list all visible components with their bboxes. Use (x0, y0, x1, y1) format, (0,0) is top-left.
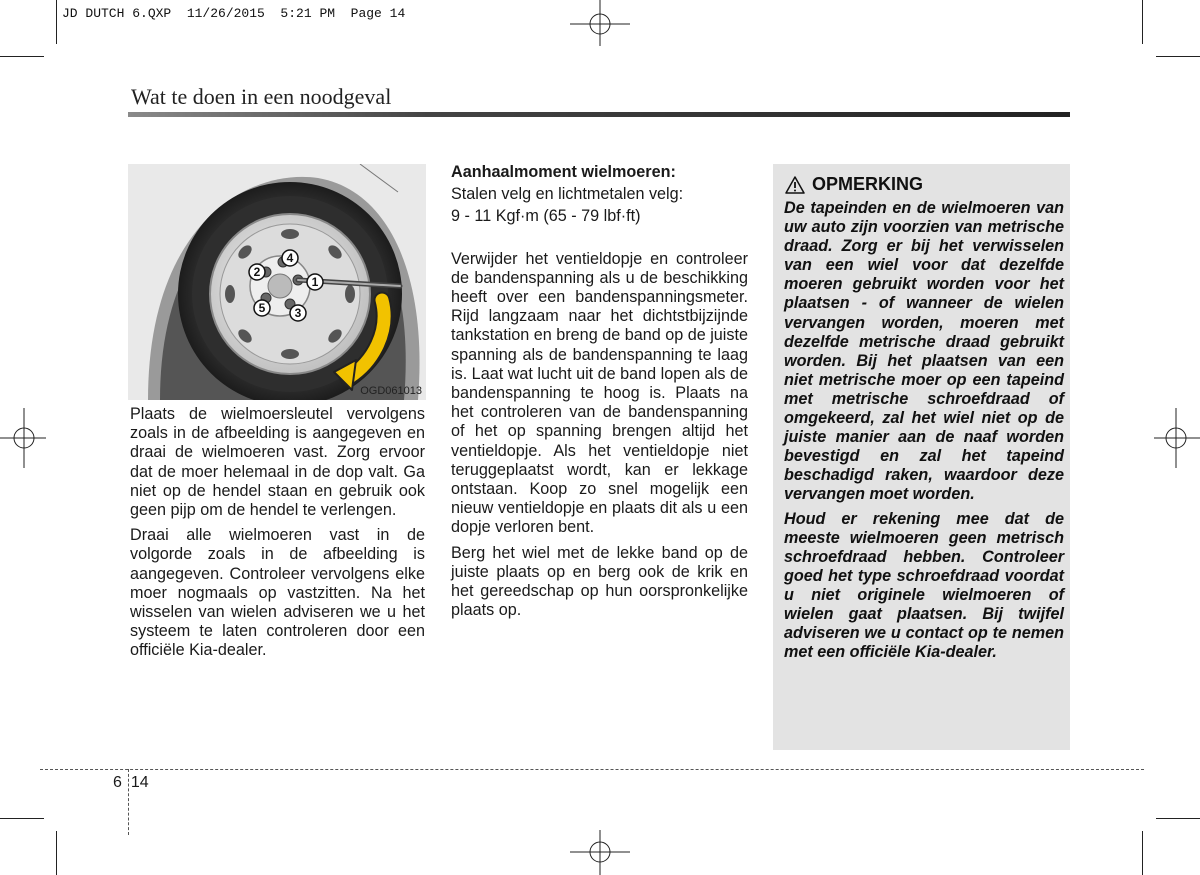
registration-mark-icon (570, 0, 630, 46)
wheel-illustration (128, 164, 426, 400)
chapter-number: 6 (113, 774, 122, 791)
note-body (784, 199, 1064, 667)
crop-mark (0, 56, 44, 57)
torque-spec-value: 9 - 11 Kgf·m (65 - 79 lbf·ft) (451, 207, 641, 226)
paragraph: Draai alle wielmoeren vast in de volgorde zoals in de afbeelding is aangegeven. Controleer vervolgens elke moer nogmaals op vastzitten. Na het wisselen van wielen adviseren we u het systeem te laten controleren door een officiële Kia-dealer. (130, 526, 425, 660)
crop-mark (1142, 831, 1143, 875)
title-rule (128, 112, 1070, 117)
bolt-label-3: 3 (294, 306, 302, 320)
page-number-value: 14 (130, 774, 149, 791)
paragraph: Verwijder het ventieldopje en controleer de bandenspanning als u de beschikking heeft over een bandenspanningsmeter. Rijd langzaam naar het dichtstbijzijnde tankstation en breng de band op de juiste spanning als de bandenspanning te laag is. Laat wat lucht uit de band lopen als de bandenspanning te hoog is. Plaats na het controleren van de bandenspanning of het op spanning brengen altijd het ventieldopje. Als het ventieldopje niet teruggeplaatst wordt, kan er lekkage ontstaan. Koop zo snel mogelijk een nieuw ventieldopje en plaats dit als u een dopje verloren bent. (451, 249, 748, 537)
crop-mark (56, 831, 57, 875)
crop-mark (1142, 0, 1143, 44)
bolt-label-1: 1 (311, 275, 319, 289)
figure-code: OGD061013 (360, 385, 422, 397)
warning-triangle-icon (785, 176, 805, 194)
registration-mark-icon (0, 408, 46, 468)
column-2 (451, 163, 748, 626)
crop-mark (1156, 818, 1200, 819)
column-1 (130, 405, 425, 667)
torque-spec-label: Stalen velg en lichtmetalen velg: (451, 185, 684, 204)
crop-mark (1156, 56, 1200, 57)
footer-rule (40, 769, 1144, 770)
wheel-figure (128, 164, 426, 400)
crop-mark (0, 818, 44, 819)
crop-mark (56, 0, 57, 44)
bolt-label-5: 5 (258, 301, 266, 315)
registration-mark-icon (1154, 408, 1200, 468)
note-header (785, 174, 923, 195)
paragraph: Berg het wiel met de lekke band op de juiste plaats op en berg ook de krik en het gereedschap op hun oorspronkelijke plaats op. (451, 543, 748, 620)
note-paragraph: De tapeinden en de wielmoeren van uw auto zijn voorzien van metrische draad. Zorg er bij het verwisselen van een wiel voor dat dezelfde moeren gebruikt worden voor het plaatsen - of wanneer de wielen vervangen worden, moeren met dezelfde metrische draad gebruikt worden. Bij het plaatsen van een niet metrische moer op een tapeind met metrische schroefdraad of omgekeerd, zal het wiel niet op de juiste manier aan de naaf worden bevestigd en zal het tapeind beschadigd raken, waardoor deze vervangen moet worden. (784, 199, 1064, 504)
paragraph: Plaats de wielmoersleutel vervolgens zoals in de afbeelding is aangegeven en draai de wielmoeren vast. Zorg ervoor dat de moer helemaal in de dop valt. Ga niet op de hendel staan en gebruik ook geen pijp om de hendel te verlengen. (130, 405, 425, 520)
note-title: OPMERKING (812, 174, 924, 194)
page-number (113, 774, 149, 792)
torque-heading: Aanhaalmoment wielmoeren: (451, 163, 676, 181)
bolt-label-2: 2 (253, 265, 261, 279)
section-title: Wat te doen in een noodgeval (131, 84, 392, 109)
note-paragraph: Houd er rekening mee dat de meeste wielmoeren geen metrisch schroefdraad hebben. Controleer goed het type schroefdraad voordat u niet originele wielmoeren of wielen gaat plaatsen. Bij twijfel adviseren we u contact op te nemen met een officiële Kia-dealer. (784, 509, 1064, 662)
print-slug: JD DUTCH 6.QXP 11/26/2015 5:21 PM Page 14 (62, 6, 406, 21)
bolt-label-4: 4 (286, 251, 294, 265)
note-box (773, 164, 1070, 750)
registration-mark-icon (570, 830, 630, 875)
